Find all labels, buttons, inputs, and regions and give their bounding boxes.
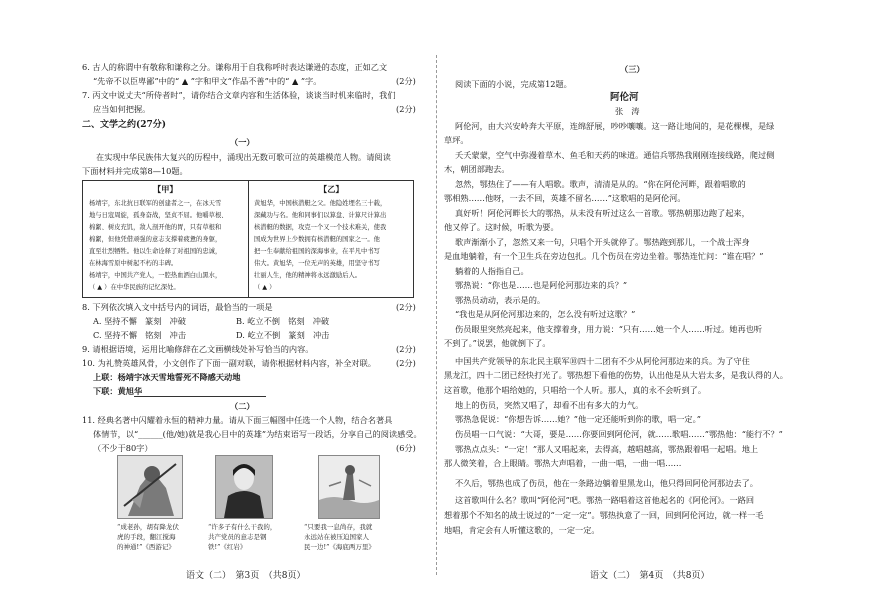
- story-line: 躺着的人指指自己。: [455, 266, 529, 276]
- caption-captain-nemo: 永远站在被压迫国家人: [304, 533, 369, 541]
- caption-sister-jiang: 铁!”《红岩》: [208, 543, 247, 551]
- q6-line2: “先帝不以臣卑鄙”中的“ ▲ ”字和甲文“作品不善”中的“ ▲ ”字。: [93, 76, 322, 86]
- story-line: 木，朝团部跑去。: [444, 164, 510, 174]
- caption-sister-jiang: “许多子有什么干我的，: [208, 523, 277, 531]
- story-line: 伤员唱一口气说：“大哥，要是……你要回到阿伦河，就……歌唱……”鄂热他：“能行不？”: [455, 429, 783, 439]
- jia-header: 【甲】: [153, 184, 178, 194]
- story-line: 夭夭蒙蒙，空气中弥漫着草木、鱼毛和天药的味道。通信兵鄂热我刚刚连接线路，爬过侧: [455, 150, 775, 160]
- q8-text: 8. 下列依次填入文中括号内的词语，最恰当的一项是: [82, 302, 273, 312]
- part1-title: （一）: [230, 137, 255, 147]
- story-line: 伤员眼里突然亮起来，他支撑着身，用力说：“只有……她一个人……听过。她再也听: [455, 324, 763, 334]
- q11-line2: 体情节，以“______(他/她)就是我心目中的英雄”为结束语写一段话，分享自己的阅读感受。: [93, 429, 422, 439]
- story-line: 草坪。: [444, 135, 469, 145]
- q9-text: 9. 请根据语境，运用比喻修辞在乙文画横线处补写恰当的内容。: [82, 344, 314, 354]
- q7-line1: 7. 丙文中说丈夫“所侍者时”，请你结合文章内容和生活体验，谈谈当时机来临时，我们: [82, 90, 396, 100]
- story-title: 阿伦河: [610, 92, 639, 103]
- story-line: 鄂相熟……他呀，一去不回，英雄不留名……”这歌唱的是阿伦河。: [444, 193, 686, 203]
- story-line: 鄂热员动动，表示是的。: [455, 295, 546, 305]
- page-footer-right: 语文（二） 第4页 （共8页）: [590, 571, 710, 581]
- story-line: 鄂热点点头：“一定！”那人又唱起来，去得高，越唱越高，鄂热跟着唱一起唱。地上: [455, 444, 759, 454]
- story-line: 想着那个不知名的战士说过的“一定一定”。鄂热执意了一回，回到阿伦河边，就一样一毛: [444, 510, 764, 520]
- story-line: 中国共产党领导的东北民主联军⑩四十二团有不少从阿伦河那边来的兵。为了守住: [455, 356, 750, 366]
- story-line: 这首歌，他那个唱给她的，只唱给一个人听。那人，真的永不会听到了。: [444, 385, 707, 395]
- yi-line: 深藏功与名。他和同事们以算盘、计算尺计算出: [254, 212, 387, 219]
- q8-option-c[interactable]: C. 坚持不懈 铭刻 冲击: [93, 330, 187, 340]
- part3-intro: 阅读下面的小说，完成第12题。: [455, 79, 572, 89]
- jia-line: 棉絮、树皮充饥，敌人剖开他的胃，只有草根和: [89, 224, 222, 231]
- yi-line: 黄旭华，中国核潜艇之父。他隐姓埋名三十载，: [254, 200, 387, 207]
- q11-line1: 11. 经典名著中闪耀着永恒的精神力量。请从下面三幅图中任选一个人物，结合名著具: [82, 415, 393, 425]
- q8-score: (2分): [396, 302, 416, 312]
- section2-title: 二、文学之约(27分): [82, 120, 167, 130]
- jia-line: 在林海雪原中树起不朽的丰碑。: [89, 260, 178, 267]
- q7-score: (2分): [396, 104, 416, 114]
- q10-answer-line[interactable]: [134, 396, 266, 397]
- q8-option-a[interactable]: A. 坚持不懈 篆刻 冲破: [93, 316, 186, 326]
- q8-option-d[interactable]: D. 屹立不倒 篆刻 冲击: [236, 330, 330, 340]
- monkey-king-illustration[interactable]: [117, 455, 183, 519]
- story-line: 阿伦河，由大兴安岭奔大平原，连绵舒展，吵吵嚷嚷。这一路让地间的，是花棵棵，是绿: [455, 121, 775, 131]
- jia-line: （ ▲ ）在中华民族的记忆深处。: [89, 284, 180, 291]
- caption-monkey-king: 的神通!”《西游记》: [117, 543, 175, 551]
- q6-score: (2分): [396, 76, 416, 86]
- story-author: 张 涛: [615, 106, 640, 116]
- material-box: [82, 180, 414, 298]
- story-line: 这首歌叫什么名？歌叫“阿伦河”吧。鄂热一路唱着这首他起名的《阿伦河》。一路回: [455, 495, 755, 505]
- part1-intro-line1: 在实现中华民族伟大复兴的历程中，涌现出无数可歌可泣的英雄模范人物。请阅读: [96, 152, 391, 162]
- yi-line: 壮丽人生，他的精神将永远激励后人。: [254, 272, 362, 279]
- story-line: 地唱，肯定会有人听懂这歌的，一定一定。: [444, 525, 600, 535]
- q9-score: (2分): [396, 344, 416, 354]
- yi-line: 国成为世界上少数拥有核潜艇的国家之一。他: [254, 236, 380, 243]
- q11-score: (6分): [396, 443, 416, 453]
- part1-intro-line2: 下面材料并完成第8—10题。: [82, 166, 188, 176]
- story-line: 不久后，鄂热也成了伤员，他在一条路边躺着里黑龙山，他只得回阿伦河那边去了。: [455, 478, 758, 488]
- q10-upper-couplet: 上联：杨靖宇冰天雪地誓死不降感天动地: [93, 372, 241, 382]
- story-line: 黑龙江，四十二团已经快打光了。鄂热想下看他的伤势，认出他是从大岩太多，是我认得的人。: [444, 370, 788, 380]
- jia-line: 杨靖宇，中国共产党人，一腔热血洒白山黑水，: [89, 272, 222, 279]
- story-line: 他又停了。这时候，听歌为要。: [444, 222, 559, 232]
- jia-line: 杨靖宇，东北抗日联军的创建者之一，在冰天雪: [89, 200, 222, 207]
- story-line: 鄂热说：“你也是……也是阿伦河那边来的兵？”: [455, 280, 628, 290]
- story-line: 是血地躺着，有一个卫生兵在旁边包扎。几个伤员在旁边坐着。鄂热连忙问：“谁在唱？”: [444, 251, 764, 261]
- page-footer-left: 语文（二） 第3页 （共8页）: [186, 571, 306, 581]
- yi-line: 核潜艇的数据，攻克一个又一个技术难关，使我: [254, 224, 387, 231]
- story-line: 那人微笑着，合上眼睛。鄂热大声唱着，一曲一唱，一曲一唱……: [444, 458, 682, 468]
- q11-line3: （不少于80字）: [93, 443, 153, 453]
- yi-line: 伟大。黄旭华，一位无声的英雄，用坚守书写: [254, 260, 380, 267]
- jia-line: 直至壮烈牺牲。他以生命诠释了对祖国的忠诚，: [89, 248, 222, 255]
- story-line: 地上的伤员，突然又唱了，却看不出有多大的力气。: [455, 400, 644, 410]
- q6-line1: 6. 古人的称谓中有敬称和谦称之分。谦称用于自我称呼时表达谦逊的态度，正如乙文: [82, 62, 388, 72]
- jia-line: 地与日寇周旋，孤身奋战，坚贞不屈。他嚼草根、: [89, 212, 228, 219]
- caption-monkey-king: 虎的手段，翻江搅海: [117, 533, 176, 541]
- caption-sister-jiang: 共产党员的意志是钢: [208, 533, 267, 541]
- jia-line: 棉絮，但他凭借顽强的意志支撑着疲惫的身躯，: [89, 236, 222, 243]
- left-page: [0, 0, 432, 615]
- sister-jiang-illustration[interactable]: [215, 455, 273, 519]
- story-line: 真好听！阿伦河畔长大的鄂热，从未没有听过这么一首歌。鄂热朝那边跑了起来，: [455, 208, 750, 218]
- part3-title: （三）: [620, 64, 645, 74]
- q8-option-b[interactable]: B. 屹立不倒 铭刻 冲破: [236, 316, 330, 326]
- caption-monkey-king: “成老孙，胡有降龙伏: [117, 523, 179, 531]
- yi-line: （ ▲ ）: [254, 284, 276, 291]
- q10-text: 10. 为礼赞英雄风骨，小文创作了下面一副对联，请你根据材料内容，补全对联。: [82, 358, 376, 368]
- yi-line: 把一生奉献给祖国的深海事业，在平凡中书写: [254, 248, 380, 255]
- q7-line2: 应当如何把握。: [93, 104, 151, 114]
- q10-lower-couplet: 下联：黄旭华: [93, 386, 143, 396]
- story-line: “我也是从阿伦河那边来的，怎么没有听过这歌？”: [455, 309, 636, 319]
- right-page: [440, 0, 870, 615]
- story-line: 鄂热急促说：“你想告诉……她？”他一定还能听到你的歌，唱一定。”: [455, 414, 701, 424]
- caption-captain-nemo: “只要我一息尚存，我就: [304, 523, 373, 531]
- q10-score: (2分): [396, 358, 416, 368]
- captain-nemo-illustration[interactable]: [318, 455, 380, 519]
- story-line: 忽然，鄂热住了——有人唱歌。歌声，清清是从的。“你在阿伦河畔，跟着唱歌的: [455, 179, 746, 189]
- story-line: 歌声渐渐小了，忽然又来一句，只唱个开头就停了。鄂热跑到那儿，一个战士浑身: [455, 237, 750, 247]
- page-divider: [436, 55, 437, 575]
- part2-title: （二）: [230, 401, 255, 411]
- caption-captain-nemo: 民一边!”《海底两万里》: [304, 543, 375, 551]
- yi-header: 【乙】: [319, 184, 344, 194]
- story-line: 不到了。”说罢，他就倒下了。: [444, 338, 551, 348]
